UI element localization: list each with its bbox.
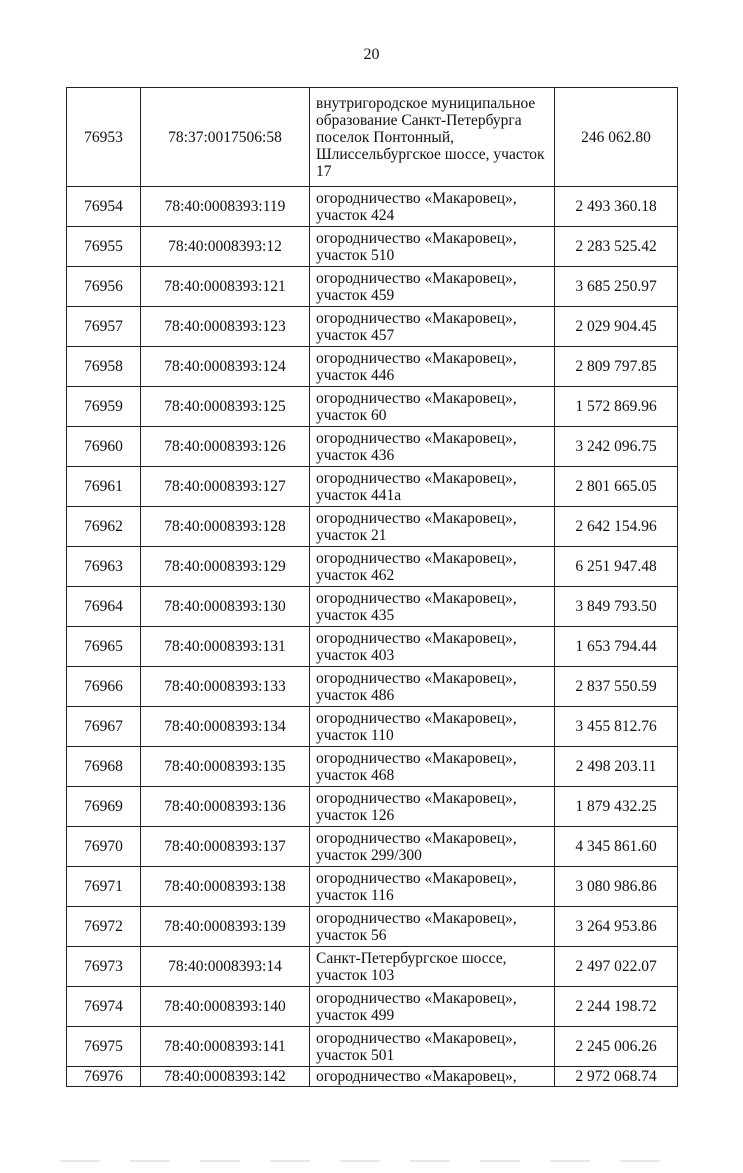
row-number-cell: 76957: [67, 307, 141, 347]
cadastral-number-cell: 78:40:0008393:136: [141, 787, 310, 827]
table-row: [67, 307, 678, 347]
address-cell: огородничество «Макаровец», участок 468: [310, 747, 555, 787]
row-number-cell: 76969: [67, 787, 141, 827]
row-number-cell: 76964: [67, 587, 141, 627]
land-registry-table: [66, 87, 678, 1087]
row-number-cell: 76961: [67, 467, 141, 507]
cadastral-value-cell: 3 455 812.76: [555, 707, 678, 747]
cadastral-number-cell: 78:37:0017506:58: [141, 88, 310, 187]
address-cell: огородничество «Макаровец», участок 486: [310, 667, 555, 707]
table-row: [67, 387, 678, 427]
cadastral-number-cell: 78:40:0008393:130: [141, 587, 310, 627]
row-number-cell: 76967: [67, 707, 141, 747]
cadastral-number-cell: 78:40:0008393:134: [141, 707, 310, 747]
address-cell: огородничество «Макаровец», участок 501: [310, 1027, 555, 1067]
cadastral-value-cell: 2 283 525.42: [555, 227, 678, 267]
cadastral-number-cell: 78:40:0008393:12: [141, 227, 310, 267]
table-row: [67, 627, 678, 667]
cadastral-value-cell: 2 244 198.72: [555, 987, 678, 1027]
address-cell: огородничество «Макаровец», участок 299/300: [310, 827, 555, 867]
cadastral-number-cell: 78:40:0008393:141: [141, 1027, 310, 1067]
cadastral-value-cell: 2 972 068.74: [555, 1067, 678, 1087]
table-row: [67, 467, 678, 507]
table-row: [67, 747, 678, 787]
cadastral-value-cell: 2 809 797.85: [555, 347, 678, 387]
cadastral-value-cell: 3 849 793.50: [555, 587, 678, 627]
cadastral-number-cell: 78:40:0008393:127: [141, 467, 310, 507]
cadastral-number-cell: 78:40:0008393:138: [141, 867, 310, 907]
cadastral-number-cell: 78:40:0008393:128: [141, 507, 310, 547]
cadastral-number-cell: 78:40:0008393:121: [141, 267, 310, 307]
table-row: [67, 1027, 678, 1067]
cadastral-value-cell: 6 251 947.48: [555, 547, 678, 587]
page-number: 20: [363, 46, 380, 63]
cadastral-value-cell: 1 879 432.25: [555, 787, 678, 827]
address-cell: огородничество «Макаровец», участок 424: [310, 187, 555, 227]
cadastral-number-cell: 78:40:0008393:131: [141, 627, 310, 667]
table-row: [67, 507, 678, 547]
table-row: [67, 187, 678, 227]
row-number-cell: 76972: [67, 907, 141, 947]
table-row: [67, 947, 678, 987]
cadastral-number-cell: 78:40:0008393:129: [141, 547, 310, 587]
cadastral-value-cell: 2 029 904.45: [555, 307, 678, 347]
row-number-cell: 76956: [67, 267, 141, 307]
table-row: [67, 787, 678, 827]
row-number-cell: 76974: [67, 987, 141, 1027]
address-cell: огородничество «Макаровец», участок 56: [310, 907, 555, 947]
table-row: [67, 827, 678, 867]
address-cell: внутригородское муниципальное образование Санкт-Петербурга поселок Понтонный, Шлиссельбургское шоссе, участок 17: [310, 88, 555, 187]
row-number-cell: 76954: [67, 187, 141, 227]
address-cell: огородничество «Макаровец», участок 403: [310, 627, 555, 667]
scan-artifact: [60, 1160, 680, 1162]
address-cell: огородничество «Макаровец», участок 435: [310, 587, 555, 627]
address-cell: огородничество «Макаровец», участок 462: [310, 547, 555, 587]
row-number-cell: 76963: [67, 547, 141, 587]
address-cell: огородничество «Макаровец», участок 510: [310, 227, 555, 267]
row-number-cell: 76955: [67, 227, 141, 267]
cadastral-number-cell: 78:40:0008393:140: [141, 987, 310, 1027]
cadastral-number-cell: 78:40:0008393:133: [141, 667, 310, 707]
row-number-cell: 76965: [67, 627, 141, 667]
row-number-cell: 76958: [67, 347, 141, 387]
row-number-cell: 76953: [67, 88, 141, 187]
row-number-cell: 76975: [67, 1027, 141, 1067]
table-row: [67, 867, 678, 907]
table-row: [67, 88, 678, 187]
cadastral-value-cell: 246 062.80: [555, 88, 678, 187]
cadastral-number-cell: 78:40:0008393:126: [141, 427, 310, 467]
cadastral-value-cell: 3 264 953.86: [555, 907, 678, 947]
address-cell: огородничество «Макаровец», участок 499: [310, 987, 555, 1027]
address-cell: огородничество «Макаровец», участок 459: [310, 267, 555, 307]
address-cell: огородничество «Макаровец», участок 110: [310, 707, 555, 747]
address-cell: огородничество «Макаровец», участок 21: [310, 507, 555, 547]
row-number-cell: 76971: [67, 867, 141, 907]
table-body: [67, 88, 678, 1087]
cadastral-number-cell: 78:40:0008393:124: [141, 347, 310, 387]
table-row: [67, 707, 678, 747]
cadastral-value-cell: 2 493 360.18: [555, 187, 678, 227]
cadastral-value-cell: 1 572 869.96: [555, 387, 678, 427]
cadastral-value-cell: 1 653 794.44: [555, 627, 678, 667]
cadastral-value-cell: 2 498 203.11: [555, 747, 678, 787]
cadastral-value-cell: 2 801 665.05: [555, 467, 678, 507]
row-number-cell: 76960: [67, 427, 141, 467]
address-cell: огородничество «Макаровец», участок 60: [310, 387, 555, 427]
table-row: [67, 347, 678, 387]
table-row: [67, 547, 678, 587]
address-cell: огородничество «Макаровец», участок 446: [310, 347, 555, 387]
row-number-cell: 76962: [67, 507, 141, 547]
table-row: [67, 1067, 678, 1087]
table-row: [67, 427, 678, 467]
cadastral-number-cell: 78:40:0008393:142: [141, 1067, 310, 1087]
cadastral-value-cell: 2 837 550.59: [555, 667, 678, 707]
cadastral-value-cell: 4 345 861.60: [555, 827, 678, 867]
row-number-cell: 76970: [67, 827, 141, 867]
row-number-cell: 76966: [67, 667, 141, 707]
cadastral-value-cell: 2 497 022.07: [555, 947, 678, 987]
cadastral-value-cell: 2 642 154.96: [555, 507, 678, 547]
cadastral-value-cell: 3 242 096.75: [555, 427, 678, 467]
address-cell: огородничество «Макаровец»,: [310, 1067, 555, 1087]
cadastral-value-cell: 2 245 006.26: [555, 1027, 678, 1067]
address-cell: огородничество «Макаровец», участок 457: [310, 307, 555, 347]
table-row: [67, 667, 678, 707]
address-cell: огородничество «Макаровец», участок 116: [310, 867, 555, 907]
table-row: [67, 587, 678, 627]
cadastral-value-cell: 3 080 986.86: [555, 867, 678, 907]
row-number-cell: 76976: [67, 1067, 141, 1087]
cadastral-number-cell: 78:40:0008393:119: [141, 187, 310, 227]
row-number-cell: 76973: [67, 947, 141, 987]
table-row: [67, 267, 678, 307]
table-row: [67, 987, 678, 1027]
address-cell: огородничество «Макаровец», участок 441а: [310, 467, 555, 507]
table-row: [67, 907, 678, 947]
row-number-cell: 76959: [67, 387, 141, 427]
table-row: [67, 227, 678, 267]
cadastral-number-cell: 78:40:0008393:125: [141, 387, 310, 427]
cadastral-number-cell: 78:40:0008393:139: [141, 907, 310, 947]
address-cell: Санкт-Петербургское шоссе, участок 103: [310, 947, 555, 987]
cadastral-number-cell: 78:40:0008393:14: [141, 947, 310, 987]
cadastral-number-cell: 78:40:0008393:135: [141, 747, 310, 787]
address-cell: огородничество «Макаровец», участок 436: [310, 427, 555, 467]
cadastral-value-cell: 3 685 250.97: [555, 267, 678, 307]
cadastral-number-cell: 78:40:0008393:123: [141, 307, 310, 347]
address-cell: огородничество «Макаровец», участок 126: [310, 787, 555, 827]
cadastral-number-cell: 78:40:0008393:137: [141, 827, 310, 867]
row-number-cell: 76968: [67, 747, 141, 787]
